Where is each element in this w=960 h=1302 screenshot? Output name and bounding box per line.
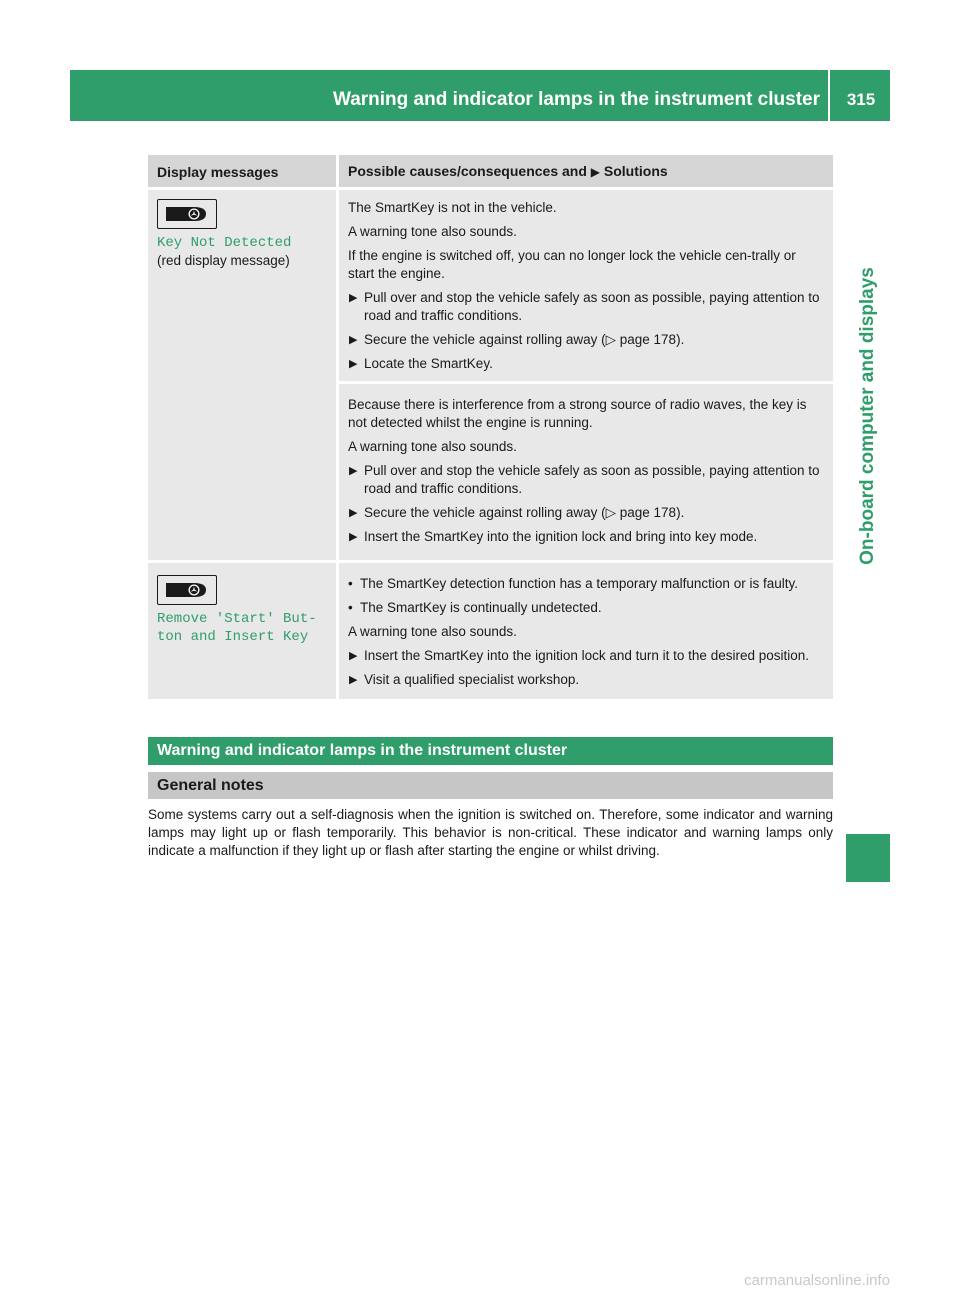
table-row <box>148 189 833 383</box>
action-step-text: Locate the SmartKey. <box>364 356 493 371</box>
table-row <box>148 562 833 701</box>
arrow-right-icon: ▶ <box>349 465 358 477</box>
bullet-dot: • <box>348 600 353 615</box>
header-title: Warning and indicator lamps in the instrument cluster <box>332 89 820 110</box>
action-step <box>348 331 824 349</box>
bullet-dot: • <box>348 576 353 591</box>
action-step-text: Secure the vehicle against rolling away (▷ page 178). <box>364 505 685 520</box>
arrow-right-icon: ▶ <box>349 531 358 543</box>
action-step <box>348 504 824 522</box>
arrow-right-icon: ▶ <box>349 674 358 686</box>
subsection-title: General notes <box>148 772 833 799</box>
action-step-text: Insert the SmartKey into the ignition lock and bring into key mode. <box>364 529 758 544</box>
col-header-suffix: Solutions <box>603 163 668 179</box>
display-message-code: Key Not Detected <box>157 235 292 251</box>
message-cell <box>148 189 338 562</box>
display-message-code: ton and Insert Key <box>157 629 309 645</box>
table-header-row <box>148 155 833 189</box>
cause-bullet-text: The SmartKey is continually undetected. <box>360 600 602 615</box>
smartkey-icon <box>157 575 217 605</box>
general-notes-text: Some systems carry out a self-diagnosis when the ignition is switched on. Therefore, some indicator and warning lamps may light up or flash temporarily. This behavior is non-critical. These indicator and warning lamps only indicate a malfunction if they light up or flash after starting the engine or whilst driving. <box>148 807 833 858</box>
arrow-right-icon: ▶ <box>349 358 358 370</box>
section-title: Warning and indicator lamps in the instrument cluster <box>148 737 833 765</box>
action-step <box>348 647 824 665</box>
solution-cell <box>338 189 834 383</box>
solution-cell <box>338 383 834 562</box>
action-step <box>348 355 824 373</box>
cause-text: Because there is interference from a strong source of radio waves, the key is not detected whilst the engine is running. <box>348 397 807 430</box>
col-header-solutions <box>338 155 834 189</box>
page-number: 315 <box>846 90 876 109</box>
display-message-note: (red display message) <box>157 253 290 268</box>
action-step-text: Secure the vehicle against rolling away (▷ page 178). <box>364 332 685 347</box>
arrow-right-icon: ▶ <box>349 334 358 346</box>
arrow-right-icon: ▶ <box>349 650 358 662</box>
solution-cell <box>338 562 834 701</box>
action-step <box>348 528 824 552</box>
cause-text: If the engine is switched off, you can no longer lock the vehicle cen-trally or start the engine. <box>348 248 796 281</box>
message-cell <box>148 562 338 701</box>
cause-bullet <box>348 599 824 617</box>
cause-text: The SmartKey is not in the vehicle. <box>348 200 557 215</box>
chapter-side-label: On-board computer and displays <box>857 267 878 565</box>
action-step-text: Insert the SmartKey into the ignition lock and turn it to the desired position. <box>364 648 809 663</box>
cause-text: A warning tone also sounds. <box>348 224 517 239</box>
display-messages-table <box>148 155 833 702</box>
display-message-code: Remove 'Start' But- <box>157 611 317 627</box>
cause-text: A warning tone also sounds. <box>348 439 517 454</box>
cause-bullet-text: The SmartKey detection function has a temporary malfunction or is faulty. <box>360 576 798 591</box>
cause-bullet <box>348 575 824 593</box>
header-divider <box>828 70 830 121</box>
watermark: carmanualsonline.info <box>744 1272 890 1289</box>
action-step <box>348 289 824 325</box>
chapter-side-tab <box>846 136 890 696</box>
cause-text: A warning tone also sounds. <box>348 624 517 639</box>
arrow-right-icon: ▶ <box>590 165 601 179</box>
smartkey-icon <box>157 199 217 229</box>
page-header <box>70 70 890 121</box>
col-header-display-messages: Display messages <box>148 155 338 189</box>
action-step <box>348 671 824 689</box>
action-step-text: Visit a qualified specialist workshop. <box>364 672 580 687</box>
arrow-right-icon: ▶ <box>349 507 358 519</box>
chapter-marker-block <box>846 834 890 882</box>
col-header-prefix: Possible causes/consequences and <box>348 163 587 179</box>
action-step-text: Pull over and stop the vehicle safely as soon as possible, paying attention to road and traffic conditions. <box>364 290 820 323</box>
arrow-right-icon: ▶ <box>349 292 358 304</box>
action-step <box>348 462 824 498</box>
action-step-text: Pull over and stop the vehicle safely as soon as possible, paying attention to road and traffic conditions. <box>364 463 820 496</box>
